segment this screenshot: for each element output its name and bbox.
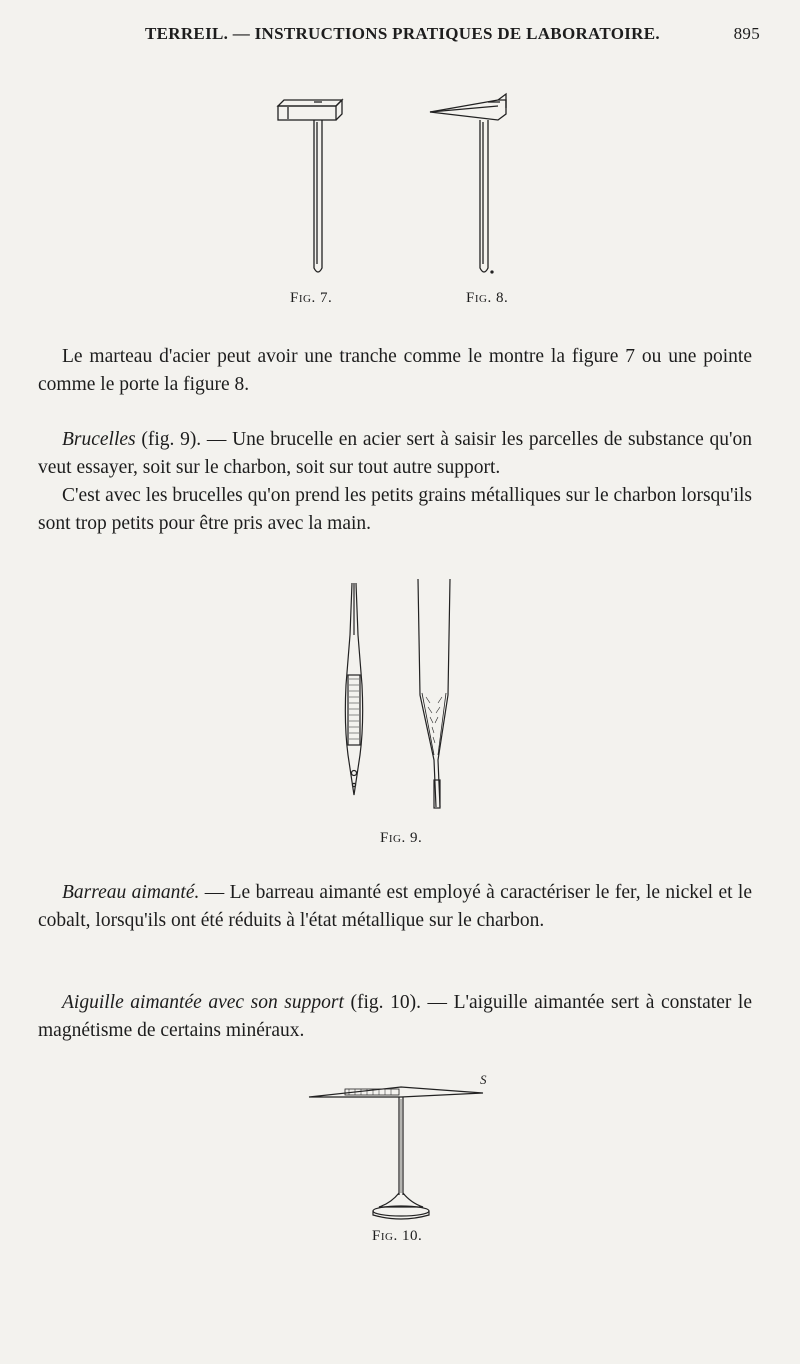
- figure-10-magnetic-needle: [305, 1075, 505, 1225]
- figure-8-hammer-pointed: [428, 92, 518, 282]
- running-title: TERREIL. — INSTRUCTIONS PRATIQUES DE LABORATOIRE.: [145, 24, 660, 43]
- term-barreau-aimante: Barreau aimanté.: [62, 882, 200, 903]
- term-aiguille-aimantee: Aiguille aimantée avec son support: [62, 992, 344, 1013]
- paragraph-aiguille: [38, 989, 752, 1045]
- brucelles-text: (fig. 9). — Une brucelle en acier sert à saisir les parcelles de substance qu'on veut essayer, soit sur le charbon, soit sur tout autre support.: [38, 429, 752, 478]
- paragraph-brucelles-2: C'est avec les brucelles qu'on prend les petits grains métalliques sur le charbon lorsqu'ils sont trop petits pour être pris avec la main.: [38, 485, 752, 534]
- page-number: 895: [733, 24, 760, 43]
- paragraph-marteau: Le marteau d'acier peut avoir une tranche comme le montre la figure 7 ou une pointe comme le porte la figure 8.: [38, 346, 752, 395]
- figure-7-hammer-flat: [270, 92, 350, 282]
- term-brucelles: Brucelles: [62, 429, 136, 450]
- barreau-text: — Le barreau aimanté est employé à caractériser le fer, le nickel et le cobalt, lorsqu'ils ont été réduits à l'état métallique sur le charbon.: [38, 882, 752, 931]
- figure-7-caption: Fig. 7.: [290, 290, 333, 306]
- figure-8-caption: Fig. 8.: [466, 290, 509, 306]
- figure-10-label-s: S: [480, 1072, 487, 1087]
- aiguille-text: (fig. 10). — L'aiguille aimantée sert à constater le magnétisme de certains minéraux.: [38, 992, 752, 1041]
- figure-9-caption: Fig. 9.: [380, 830, 423, 846]
- paragraph-barreau: [38, 879, 752, 935]
- paragraph-brucelles: [38, 426, 752, 482]
- figure-10-caption: Fig. 10.: [372, 1228, 423, 1244]
- figure-9-tweezers: [330, 575, 470, 815]
